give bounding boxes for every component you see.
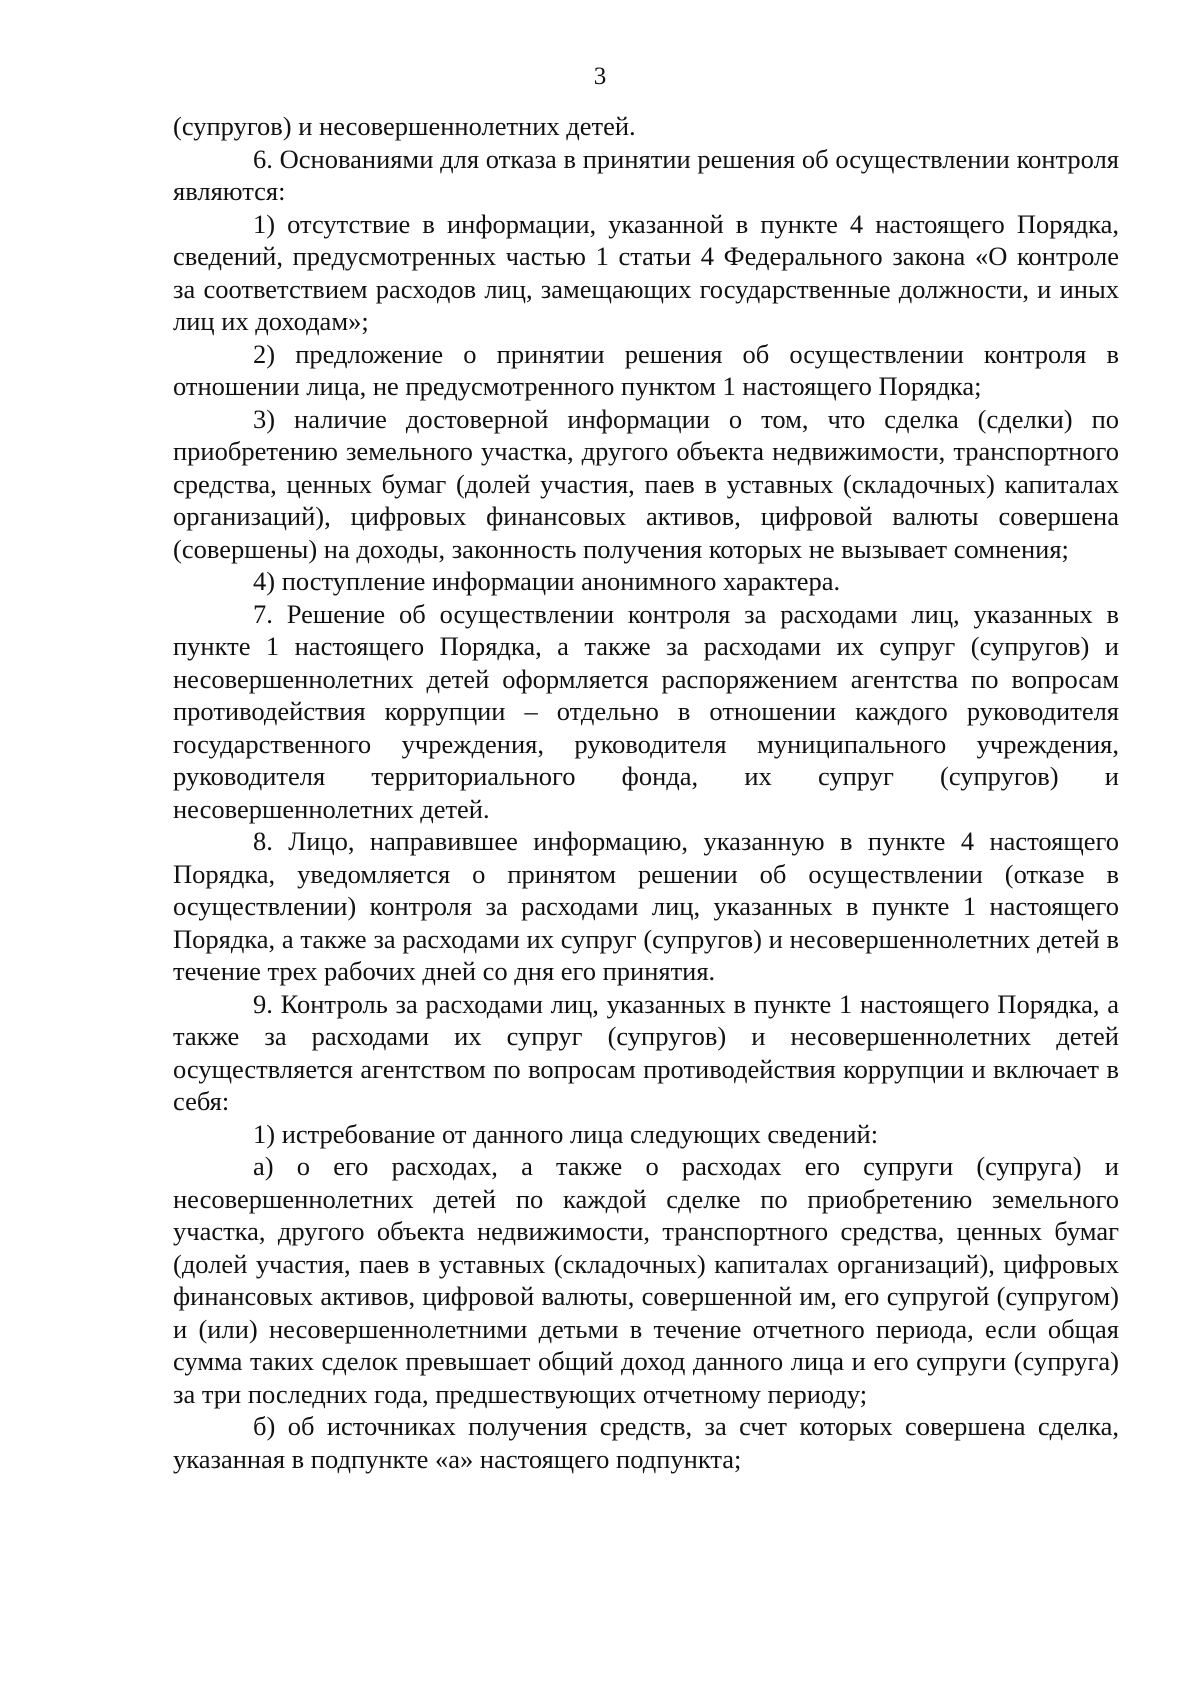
paragraph-item-6: 6. Основаниями для отказа в принятии решения об осуществлении контроля являются: — [173, 143, 1119, 206]
paragraph-item-6-2: 2) предложение о принятии решения об осуществлении контроля в отношении лица, не предусмотренного пунктом 1 настоящего Порядка; — [173, 338, 1119, 401]
paragraph-item-9-1-a: а) о его расходах, а также о расходах его супруги (супруга) и несовершеннолетних детей по каждой сделке по приобретению земельного участка, другого объекта недвижимости, транспортного средства, ценных бумаг (долей участия, паев в уставных (складочных) капиталах организаций), цифровых финансовых активов, цифровой валюты, совершенной им, его супругой (супругом) и (или) несовершеннолетними детьми в течение отчетного периода, если общая сумма таких сделок превышает общий доход данного лица и его супруги (супруга) за три последних года, предшествующих отчетному периоду; — [173, 1151, 1119, 1409]
paragraph-continuation: (супругов) и несовершеннолетних детей. — [173, 111, 636, 141]
paragraph-item-9-1-b: б) об источниках получения средств, за счет которых совершена сделка, указанная в подпункте «а» настоящего подпункта; — [173, 1411, 1119, 1474]
paragraph-item-7: 7. Решение об осуществлении контроля за расходами лиц, указанных в пункте 1 настоящего Порядка, а также за расходами их супруг (супругов) и несовершеннолетних детей оформляется распоряжением агентства по вопросам противодействия коррупции – отдельно в отношении каждого руководителя государственного учреждения, руководителя муниципального учреждения, руководителя территориального фонда, их супруг (супругов) и несовершеннолетних детей. — [173, 598, 1119, 824]
page-number: 3 — [593, 63, 607, 90]
document-body — [173, 110, 1119, 1475]
paragraph-item-9-1: 1) истребование от данного лица следующих сведений: — [253, 1118, 879, 1149]
paragraph-item-6-4: 4) поступление информации анонимного характера. — [253, 566, 841, 596]
paragraph-item-8: 8. Лицо, направившее информацию, указанную в пункте 4 настоящего Порядка, уведомляется о принятом решении об осуществлении (отказе в осуществлении) контроля за расходами лиц, указанных в пункте 1 настоящего Порядка, а также за расходами их супруг (супругов) и несовершеннолетних детей в течение трех рабочих дней со дня его принятия. — [173, 826, 1119, 986]
paragraph-item-6-3: 3) наличие достоверной информации о том, что сделка (сделки) по приобретению земельного участка, другого объекта недвижимости, транспортного средства, ценных бумаг (долей участия, паев в уставных (складочных) капиталах организаций), цифровых финансовых активов, цифровой валюты совершена (совершены) на доходы, законность получения которых не вызывает сомнения; — [173, 403, 1119, 564]
paragraph-item-9: 9. Контроль за расходами лиц, указанных в пункте 1 настоящего Порядка, а также за расходами их супруг (супругов) и несовершеннолетних детей осуществляется агентством по вопросам противодействия коррупции и включает в себя: — [173, 988, 1119, 1116]
paragraph-item-6-1: 1) отсутствие в информации, указанной в пункте 4 настоящего Порядка, сведений, предусмотренных частью 1 статьи 4 Федерального закона «О контроле за соответствием расходов лиц, замещающих государственные должности, и иных лиц их доходам»; — [173, 208, 1119, 336]
